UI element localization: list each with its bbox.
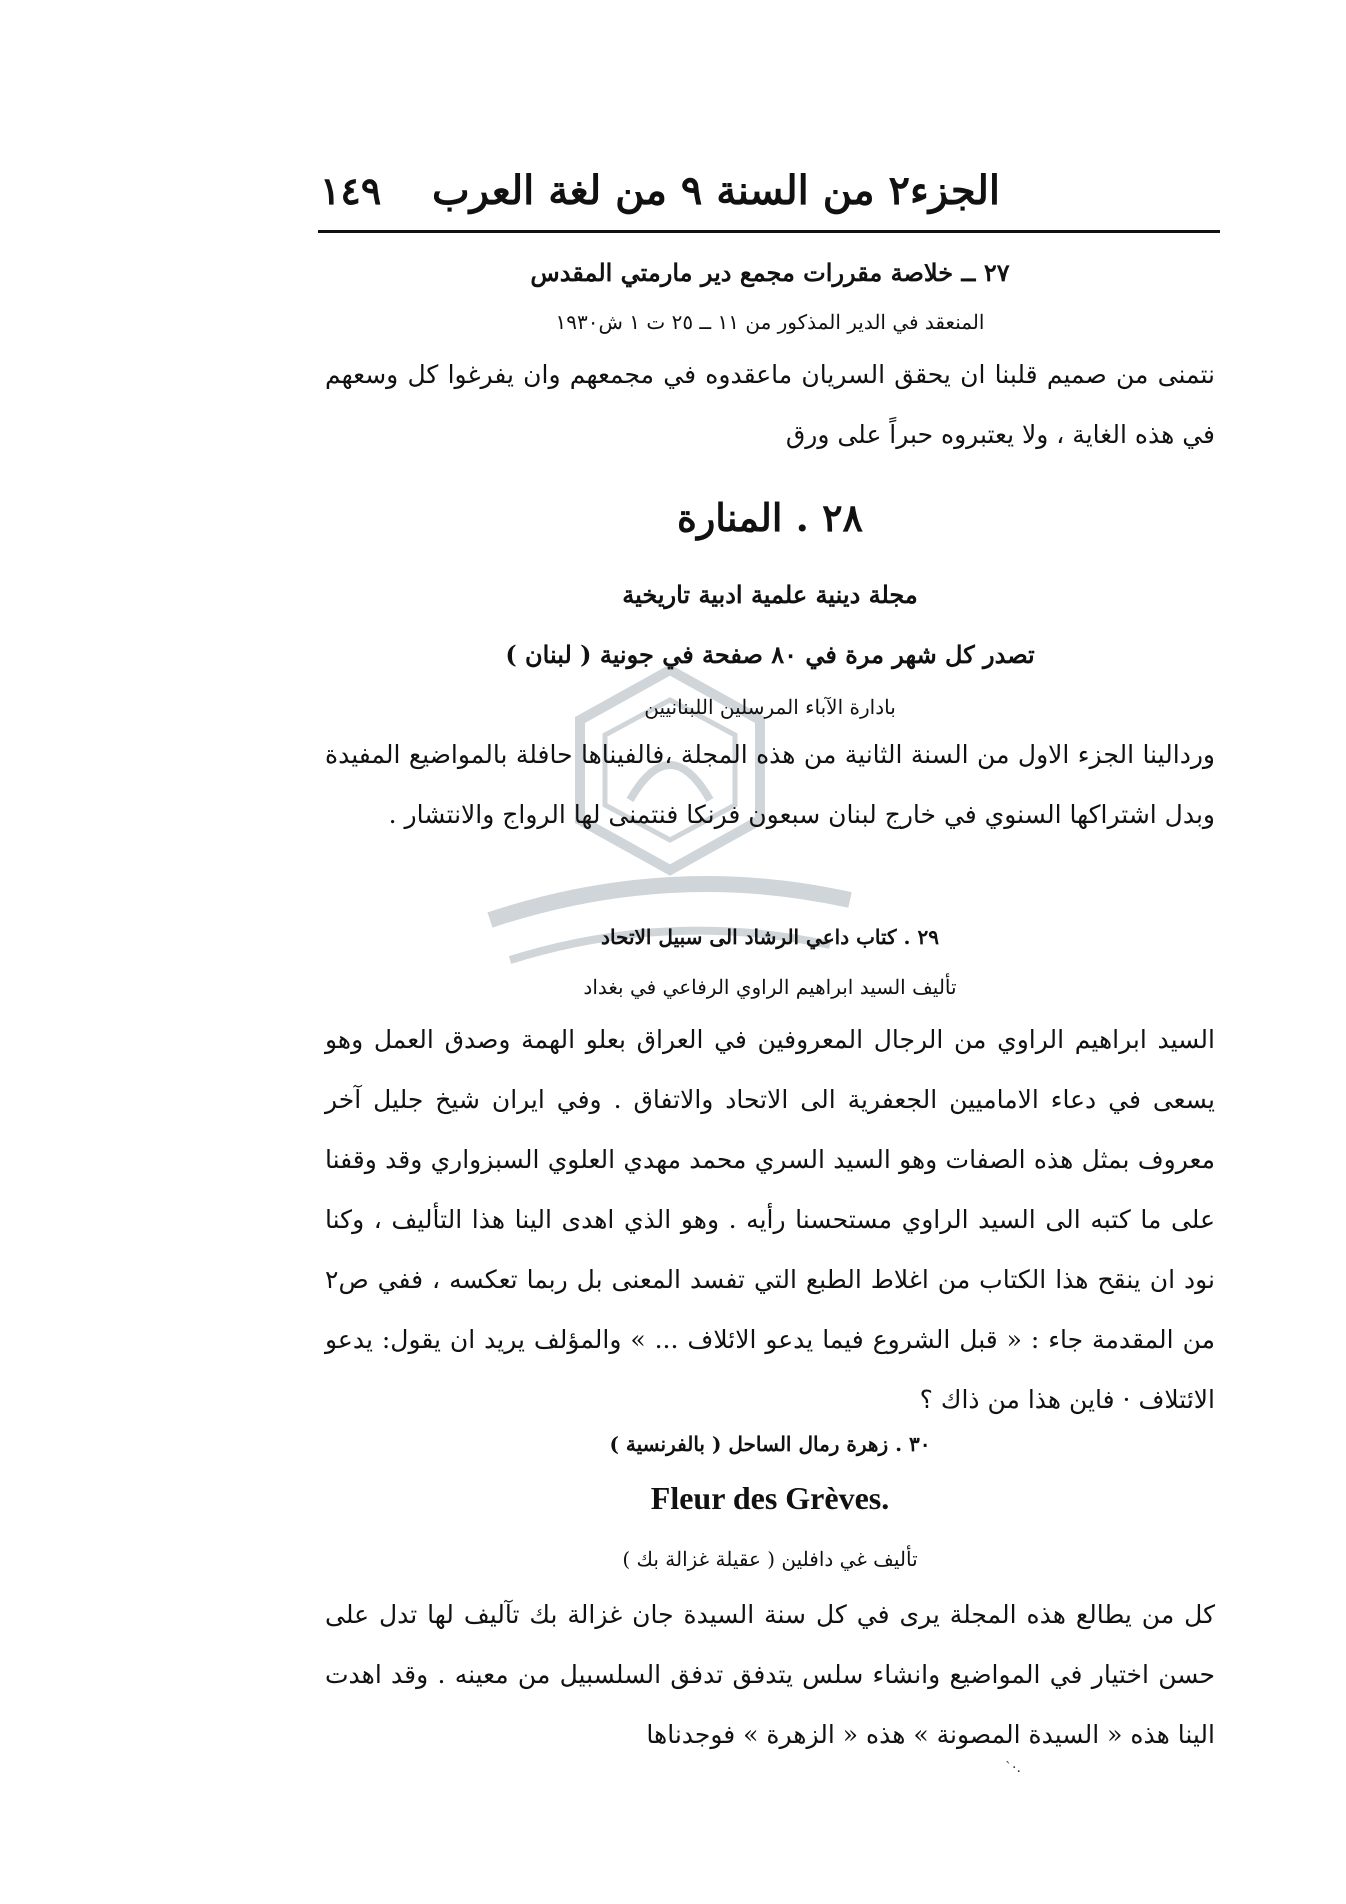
section-27-paragraph: نتمنى من صميم قلبنا ان يحقق السريان ماعقدوه في مجمعهم وان يفرغوا كل وسعهم في هذه الغاية ، ولا يعتبروه حبراً على ورق (325, 360, 1215, 449)
section-30-author: تأليف غي دافلين ( عقيلة غزالة بك ) (622, 1547, 918, 1571)
section-28-paragraph: وردالينا الجزء الاول من السنة الثانية من هذه المجلة ،فالفيناها حافلة بالمواضيع المفيدة وبدل اشتراكها السنوي في خارج لبنان سبعون فرنكا فنتمنى لها الرواج والانتشار . (325, 740, 1215, 829)
footer-mark: `·. (1005, 1760, 1021, 1776)
section-30-latin-title: Fleur des Grèves. (650, 1480, 890, 1516)
section-29-paragraph: السيد ابراهيم الراوي من الرجال المعروفين في العراق بعلو الهمة وصدق العمل وهو يسعى في دعاء الاماميين الجعفرية الى الاتحاد والاتفاق . وفي ايران شيخ جليل آخر معروف بمثل هذه الصفات وهو السيد السري محمد مهدي العلوي السبزواري وقد وقفنا على ما كتبه الى السيد الراوي مستحسنا رأيه . وهو الذي اهدى الينا هذا التأليف ، وكنا نود ان ينقح هذا الكتاب من اغلاط الطبع التي تفسد المعنى بل ربما تعكسه ، ففي ص٢ من المقدمة جاء : « قبل الشروع فيما يدعو الائلاف ... » والمؤلف يريد ان يقول: يدعو الائتلاف · فاين هذا من ذاك ؟ (325, 1025, 1215, 1414)
section-28-line-2: تصدر كل شهر مرة في ٨٠ صفحة في جونية ( لبنان ) (505, 640, 1035, 669)
section-29-subheading: تأليف السيد ابراهيم الراوي الرفاعي في بغداد (583, 975, 957, 999)
page-number: ١٤٩ (320, 167, 382, 213)
running-header (320, 160, 1000, 220)
section-28-heading: ٢٨ . المنارة (677, 495, 863, 540)
section-27-heading: ٢٧ ــ خلاصة مقررات مجمع دير مارمتي المقدس (530, 258, 1010, 287)
section-28-line-3: بادارة الآباء المرسلين اللبنانيين (644, 695, 896, 719)
section-27-subheading: المنعقد في الدير المذكور من ١١ ــ ٢٥ ت ١ ش١٩٣٠ (555, 310, 985, 334)
section-30-paragraph: كل من يطالع هذه المجلة يرى في كل سنة السيدة جان غزالة بك تآليف لها تدل على حسن اختيار في المواضيع وانشاء سلس يتدفق تدفق السلسبيل من معينه . وقد اهدت الينا هذه « السيدة المصونة » هذه « الزهرة » فوجدناها (325, 1600, 1215, 1749)
section-29-heading: ٢٩ . كتاب داعي الرشاد الى سبيل الاتحاد (601, 925, 939, 949)
header-rule (318, 230, 1220, 233)
section-30-heading: ٣٠ . زهرة رمال الساحل ( بالفرنسية ) (609, 1432, 931, 1456)
section-28-line-1: مجلة دينية علمية ادبية تاريخية (622, 580, 918, 609)
header-title: الجزء٢ من السنة ٩ من لغة العرب (431, 166, 1000, 214)
